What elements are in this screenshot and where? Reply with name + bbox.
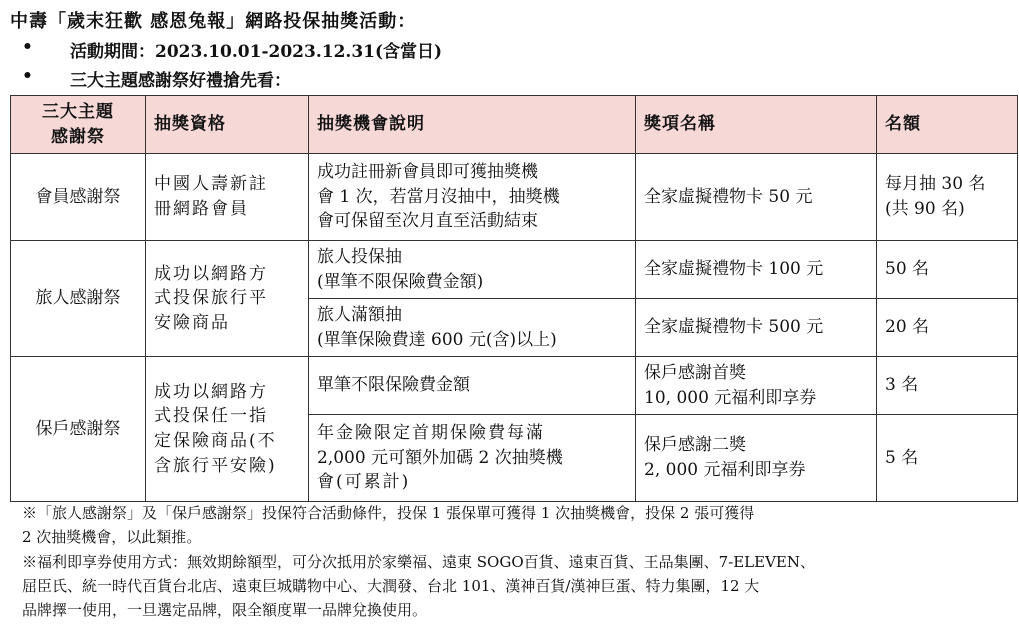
eligibility-line: 定保險商品(不 <box>154 431 277 451</box>
quota-policy-2: 5 名 <box>877 415 1018 502</box>
header-theme <box>11 96 146 154</box>
table-row-member <box>11 154 1018 241</box>
table-row-travel-1 <box>11 241 1018 299</box>
description-line: 會 1 次，若當月沒抽中，抽獎機 <box>317 186 560 207</box>
description-travel-2 <box>309 299 636 357</box>
table-header-row <box>11 96 1018 154</box>
description-policy-2 <box>309 415 636 502</box>
description-line: 年金險限定首期保險費每滿 <box>317 423 545 444</box>
prize-line: 保戶感謝二獎 <box>644 435 746 456</box>
note-line: ※「旅人感謝祭」及「保戶感謝祭」投保符合活動條件，投保 1 張保單可獲得 1 次抽獎機會，投保 2 張可獲得 <box>22 504 755 522</box>
header-theme-line2: 感謝祭 <box>51 126 105 147</box>
note-rule <box>22 501 754 549</box>
theme-member: 會員感謝祭 <box>11 154 146 241</box>
prize-travel-1: 全家虛擬禮物卡 100 元 <box>636 241 877 299</box>
eligibility-line: 式投保旅行平 <box>154 288 268 309</box>
description-policy-1: 單筆不限保險費金額 <box>309 357 636 415</box>
eligibility-line: 成功以網路方 <box>154 263 268 284</box>
quota-travel-2: 20 名 <box>877 299 1018 357</box>
prize-policy-2 <box>636 415 877 502</box>
description-member <box>309 154 636 241</box>
prize-member: 全家虛擬禮物卡 50 元 <box>636 154 877 241</box>
page-title: 中壽「歲末狂歡 感恩兔報」網路投保抽獎活動： <box>10 11 417 32</box>
bullet-dot: • <box>22 37 33 57</box>
eligibility-travel <box>146 241 309 357</box>
eligibility-line: 成功以網路方 <box>154 381 268 402</box>
description-line: (單筆保險費達 600 元(含)以上) <box>317 329 557 350</box>
description-line: (單筆不限保險費金額) <box>317 271 484 292</box>
prize-line: 保戶感謝首獎 <box>644 362 746 383</box>
description-line: 會可保留至次月直至活動結束 <box>317 211 538 232</box>
description-line: 會(可累計) <box>317 472 411 493</box>
eligibility-policy <box>146 357 309 502</box>
prize-travel-2: 全家虛擬禮物卡 500 元 <box>636 299 877 357</box>
eligibility-line: 安險商品 <box>154 312 230 333</box>
header-description: 抽獎機會說明 <box>309 96 636 154</box>
header-eligibility: 抽獎資格 <box>146 96 309 154</box>
theme-travel: 旅人感謝祭 <box>11 241 146 357</box>
header-quota: 名額 <box>877 96 1018 154</box>
quota-policy-1: 3 名 <box>877 357 1018 415</box>
eligibility-line: 冊網路會員 <box>154 199 249 219</box>
description-line: 2,000 元可額外加碼 2 次抽獎機 <box>317 447 563 468</box>
quota-line: (共 90 名) <box>885 199 965 219</box>
note-line: ※福利即享券使用方式：無效期餘額型，可分次抵用於家樂福、遠東 SOGO百貨、遠東百貨、王品集團、7-ELEVEN、 <box>22 553 816 571</box>
prize-line: 2, 000 元福利即享券 <box>644 460 806 480</box>
theme-policy: 保戶感謝祭 <box>11 357 146 502</box>
header-prize-name: 獎項名稱 <box>636 96 877 154</box>
prize-policy-1 <box>636 357 877 415</box>
eligibility-line: 含旅行平安險) <box>154 455 277 476</box>
themes-intro-text: 三大主題感謝祭好禮搶先看： <box>70 71 291 91</box>
note-line: 2 次抽獎機會，以此類推。 <box>22 528 202 546</box>
note-voucher-usage <box>22 550 815 622</box>
quota-travel-1: 50 名 <box>877 241 1018 299</box>
note-line: 品牌擇一使用，一旦選定品牌，限全額度單一品牌兌換使用。 <box>22 601 428 619</box>
eligibility-line: 中國人壽新註 <box>154 174 268 195</box>
activity-period-text: 活動期間：2023.10.01-2023.12.31(含當日) <box>70 42 443 62</box>
prize-line: 10, 000 元福利即享券 <box>644 387 817 408</box>
eligibility-line: 式投保任一指 <box>154 406 268 427</box>
bullet-dot: • <box>22 66 33 86</box>
header-theme-line1: 三大主題 <box>42 101 114 122</box>
table-row-policy-1 <box>11 357 1018 415</box>
prize-table <box>10 95 1018 502</box>
description-line: 成功註冊新會員即可獲抽獎機 <box>317 162 538 183</box>
eligibility-member <box>146 154 309 241</box>
quota-line: 每月抽 30 名 <box>885 174 986 195</box>
quota-member <box>877 154 1018 241</box>
description-line: 旅人滿額抽 <box>317 304 402 325</box>
note-line: 屈臣氏、統一時代百貨台北店、遠東巨城購物中心、大潤發、台北 101、漢神百貨/漢神巨蛋、特力集團，12 大 <box>22 577 760 595</box>
description-travel-1 <box>309 241 636 299</box>
description-line: 旅人投保抽 <box>317 246 402 267</box>
